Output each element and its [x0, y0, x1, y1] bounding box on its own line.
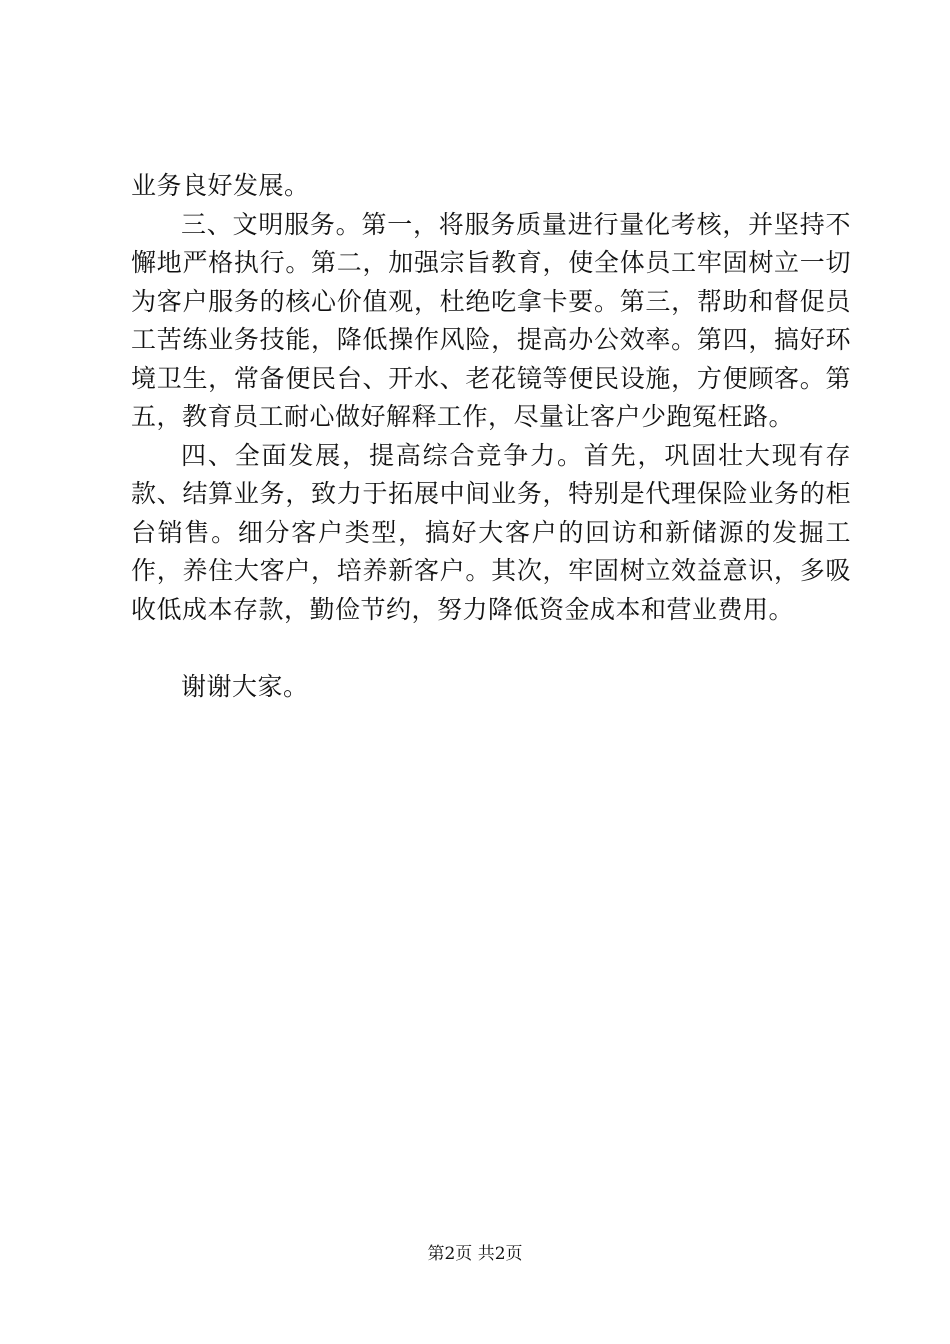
paragraph-thanks: 谢谢大家。 [181, 671, 309, 701]
paragraph-continuation: 业务良好发展。 [131, 171, 310, 200]
document-body [131, 167, 851, 706]
paragraph-spacer [131, 629, 851, 668]
paragraph-civilized-service: 三、文明服务。第一，将服务质量进行量化考核，并坚持不懈地严格执行。第二，加强宗旨教育，使全体员工牢固树立一切为客户服务的核心价值观，杜绝吃拿卡要。第三，帮助和督促员工苦练业务技能，降低操作风险，提高办公效率。第四，搞好环境卫生，常备便民台、开水、老花镜等便民设施，方便顾客。第五，教育员工耐心做好解释工作，尽量让客户少跑冤枉路。 [131, 209, 851, 431]
page-footer: 第2页 共2页 [427, 1244, 523, 1264]
paragraph-comprehensive-development: 四、全面发展，提高综合竞争力。首先，巩固壮大现有存款、结算业务，致力于拓展中间业务，特别是代理保险业务的柜台销售。细分客户类型，搞好大客户的回访和新储源的发掘工作，养住大客户，培养新客户。其次，牢固树立效益意识，多吸收低成本存款，勤俭节约，努力降低资金成本和营业费用。 [131, 440, 851, 624]
